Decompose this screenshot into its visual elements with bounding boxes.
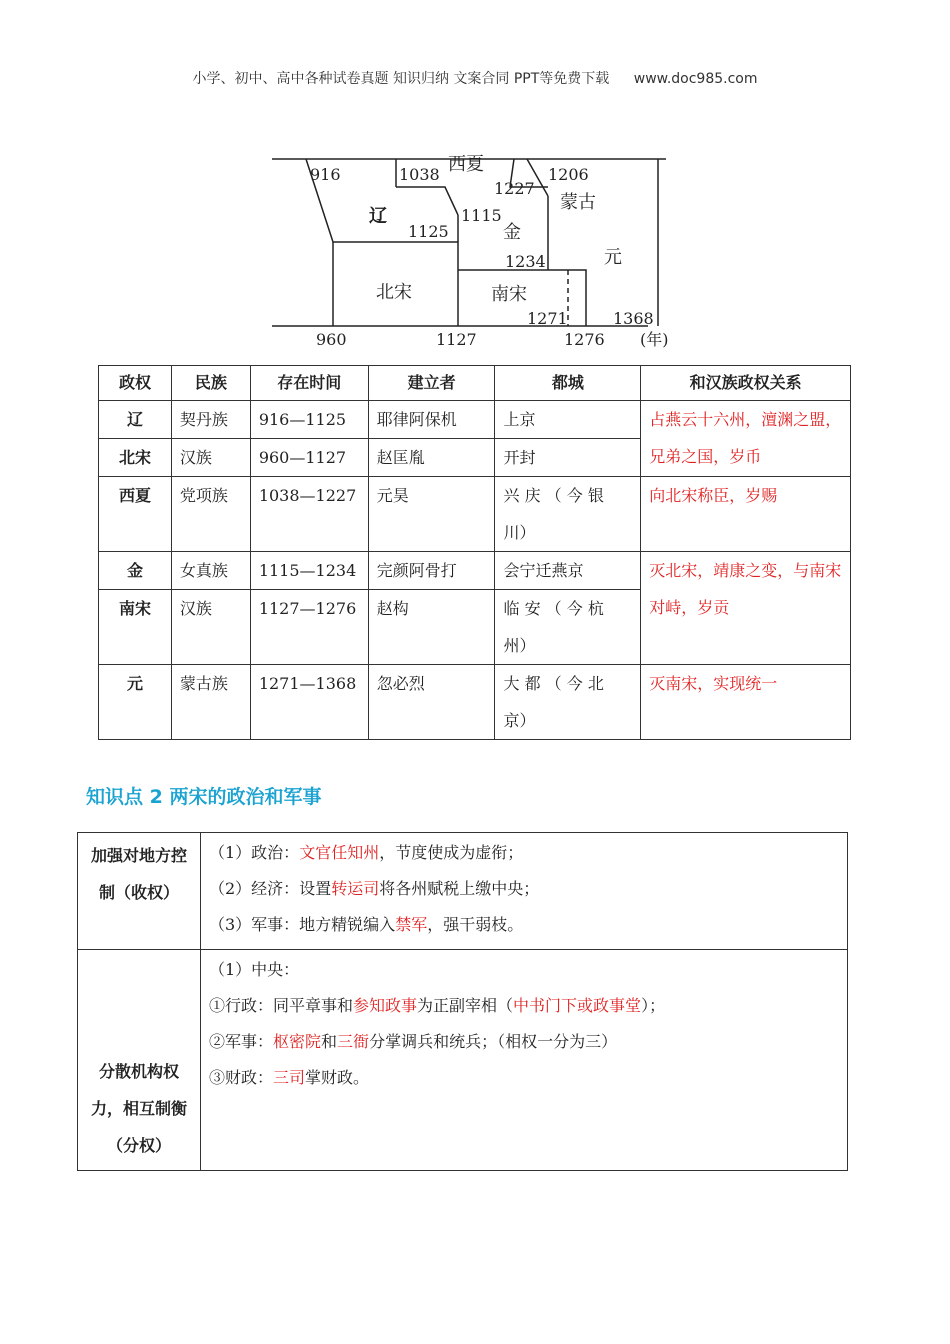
relation-jin-song: 灭北宋，靖康之变，与南宋对峙，岁贡 — [641, 552, 851, 665]
section-title: 知识点 2 两宋的政治和军事 — [86, 786, 322, 808]
header-text: 小学、初中、高中各种试卷真题 知识归纳 文案合同 PPT等免费下载 — [192, 71, 610, 87]
regime-capital: 临 安 （ 今 杭 州） — [495, 590, 641, 665]
regime-ethnic: 契丹族 — [171, 401, 250, 439]
regime-period: 1115—1234 — [250, 552, 368, 590]
jin-start-edge — [396, 187, 458, 215]
header-url[interactable]: www.doc985.com — [633, 71, 758, 87]
regime-name: 金 — [99, 552, 172, 590]
regime-name: 西夏 — [99, 477, 172, 552]
table-row — [78, 833, 848, 950]
policy-label-separation: 分散机构权力，相互制衡（分权） — [78, 950, 201, 1171]
col-header-ethnic: 民族 — [171, 366, 250, 401]
regime-capital: 上京 — [495, 401, 641, 439]
timeline-svg — [268, 150, 698, 355]
relation-yuan: 灭南宋，实现统一 — [641, 665, 851, 740]
year-1368: 1368 — [613, 309, 654, 328]
year-1115: 1115 — [461, 206, 502, 225]
regime-ethnic: 党项族 — [171, 477, 250, 552]
label-yuan: 元 — [604, 247, 622, 268]
col-header-period: 存在时间 — [250, 366, 368, 401]
policy-line: （1）政治：文官任知州，节度使成为虚衔； — [209, 843, 524, 862]
relation-liao-song: 占燕云十六州，澶渊之盟，兄弟之国，岁币 — [641, 401, 851, 477]
label-beisong: 北宋 — [376, 282, 412, 303]
regime-founder: 赵匡胤 — [368, 439, 495, 477]
label-menggu: 蒙古 — [560, 192, 596, 213]
beisong-top-edge — [333, 242, 458, 270]
regime-capital: 兴 庆 （ 今 银 川） — [495, 477, 641, 552]
regime-name: 元 — [99, 665, 172, 740]
timeline-diagram — [268, 150, 698, 355]
regime-founder: 赵构 — [368, 590, 495, 665]
label-liao: 辽 — [369, 206, 387, 227]
year-1234: 1234 — [505, 252, 546, 271]
policy-line: （1）中央： — [209, 960, 300, 979]
policy-line: （3）军事：地方精锐编入禁军，强干弱枝。 — [209, 915, 524, 934]
regime-name: 南宋 — [99, 590, 172, 665]
regime-name: 辽 — [99, 401, 172, 439]
label-nansong: 南宋 — [491, 284, 527, 305]
regime-capital: 大 都 （ 今 北 京） — [495, 665, 641, 740]
regime-ethnic: 汉族 — [171, 439, 250, 477]
policy-content-centralize — [201, 833, 848, 950]
table-row — [99, 552, 851, 590]
regime-period: 1038—1227 — [250, 477, 368, 552]
table-header-row — [99, 366, 851, 401]
relation-xixia: 向北宋称臣，岁赐 — [641, 477, 851, 552]
year-1125: 1125 — [408, 222, 449, 241]
policy-label-centralize: 加强对地方控制（收权） — [78, 833, 201, 950]
regime-period: 1271—1368 — [250, 665, 368, 740]
label-jin: 金 — [503, 222, 521, 243]
label-xixia: 西夏 — [448, 154, 484, 175]
regime-founder: 完颜阿骨打 — [368, 552, 495, 590]
col-header-founder: 建立者 — [368, 366, 495, 401]
policy-content-separation — [201, 950, 848, 1171]
regime-period: 916—1125 — [250, 401, 368, 439]
regime-ethnic: 女真族 — [171, 552, 250, 590]
regime-founder: 忽必烈 — [368, 665, 495, 740]
table-row — [99, 665, 851, 740]
regime-name: 北宋 — [99, 439, 172, 477]
table-row — [99, 401, 851, 439]
year-1227: 1227 — [494, 179, 535, 198]
col-header-regime: 政权 — [99, 366, 172, 401]
table-row — [78, 950, 848, 1171]
year-916: 916 — [310, 165, 341, 184]
regime-period: 1127—1276 — [250, 590, 368, 665]
policy-line: （2）经济：设置转运司将各州赋税上缴中央； — [209, 879, 540, 898]
policy-line: ①行政：同平章事和参知政事为正副宰相（中书门下或政事堂）； — [209, 996, 666, 1015]
year-1038: 1038 — [399, 165, 440, 184]
year-1127: 1127 — [436, 330, 477, 349]
year-unit: (年) — [640, 330, 669, 349]
year-960: 960 — [316, 330, 347, 349]
col-header-relation: 和汉族政权关系 — [641, 366, 851, 401]
regime-table — [98, 365, 851, 740]
year-1206: 1206 — [548, 165, 589, 184]
regime-founder: 耶律阿保机 — [368, 401, 495, 439]
policy-line: ③财政：三司掌财政。 — [209, 1068, 370, 1087]
page-header — [0, 68, 950, 88]
regime-ethnic: 汉族 — [171, 590, 250, 665]
col-header-capital: 都城 — [495, 366, 641, 401]
regime-capital: 会宁迁燕京 — [495, 552, 641, 590]
year-1276: 1276 — [564, 330, 605, 349]
regime-founder: 元昊 — [368, 477, 495, 552]
regime-ethnic: 蒙古族 — [171, 665, 250, 740]
year-1271: 1271 — [527, 309, 568, 328]
regime-period: 960—1127 — [250, 439, 368, 477]
policy-table — [77, 832, 848, 1171]
regime-capital: 开封 — [495, 439, 641, 477]
table-row — [99, 477, 851, 552]
policy-line: ②军事：枢密院和三衙分掌调兵和统兵；（相权一分为三） — [209, 1032, 618, 1051]
